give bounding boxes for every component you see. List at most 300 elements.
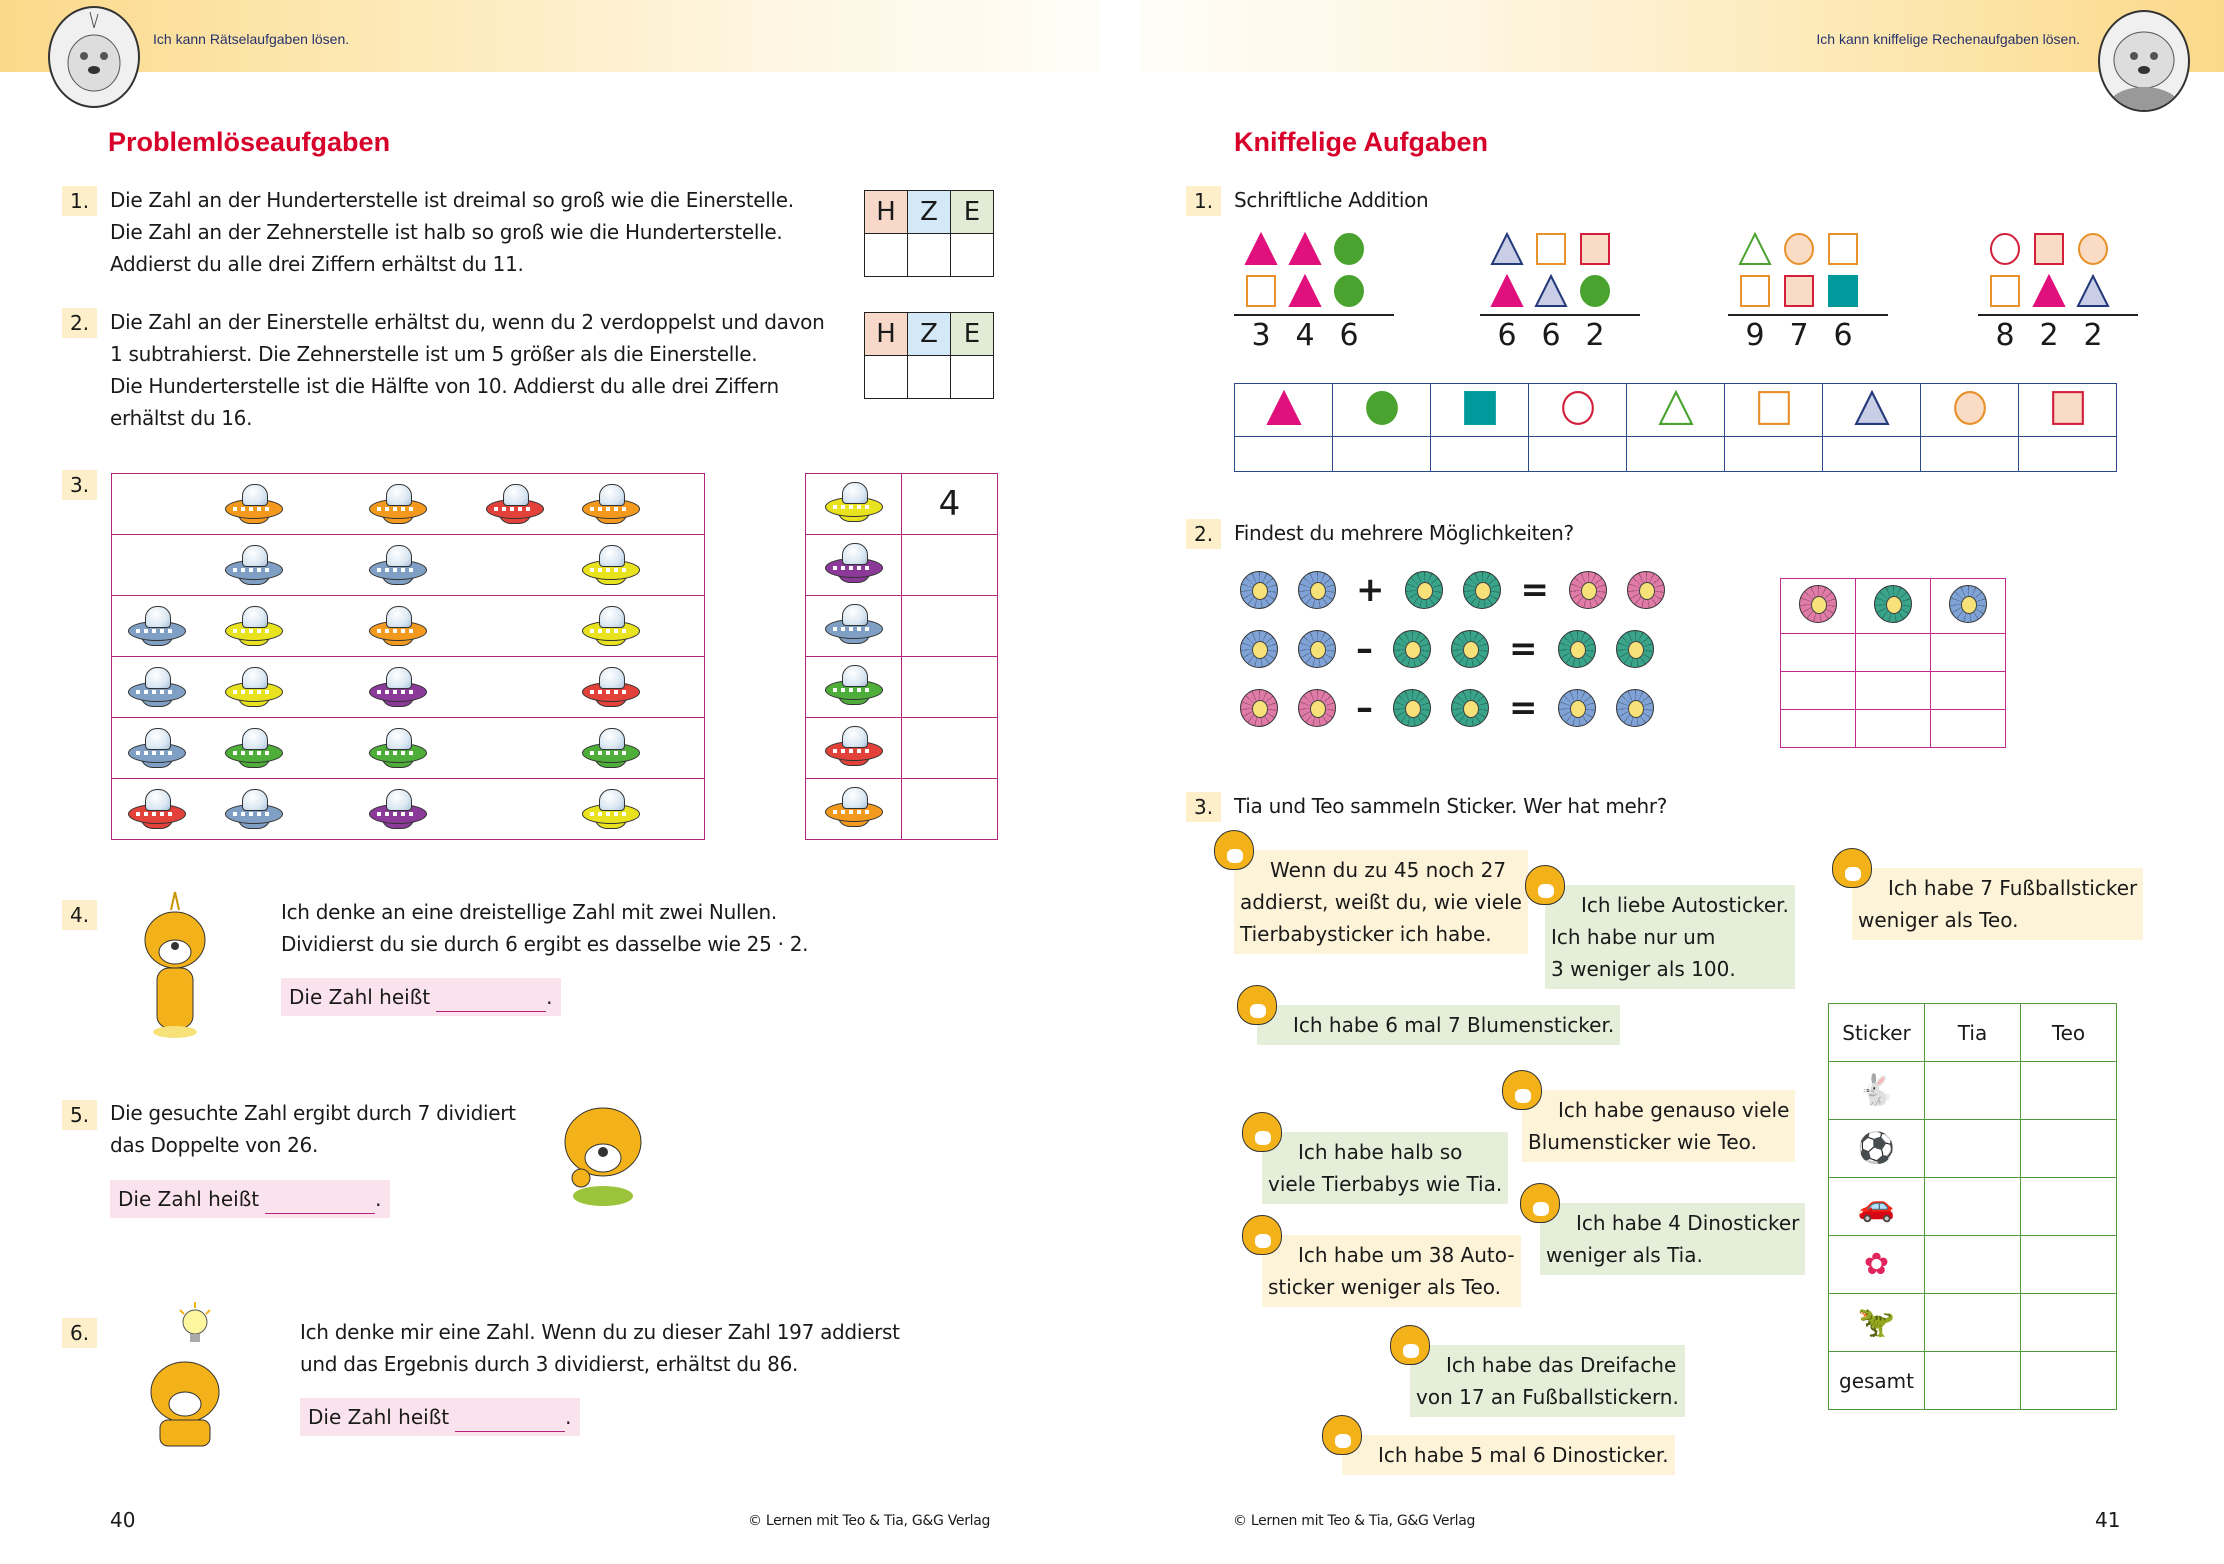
- tia-total-cell[interactable]: [1925, 1352, 2021, 1410]
- flower-teal-icon: [1393, 689, 1431, 727]
- problem-number: 2.: [62, 308, 97, 338]
- sum-digit: 7: [1789, 318, 1809, 353]
- bubble-line: Ich liebe Autosticker.: [1581, 893, 1789, 917]
- flower-header-cell: [1781, 579, 1856, 634]
- answer-period: .: [546, 985, 553, 1009]
- problem-text-line: Die Zahl an der Zehnerstelle ist halb so groß wie die Hunderterstelle.: [110, 220, 783, 244]
- legend-digit-cell[interactable]: [1431, 437, 1529, 472]
- bubble-line: Tierbabysticker ich habe.: [1240, 922, 1492, 946]
- sum-digit: 2: [2083, 318, 2103, 353]
- flower-answer-cell[interactable]: [1856, 672, 1931, 710]
- sum-digit: 6: [1541, 318, 1561, 353]
- flower-teal-icon: [1451, 689, 1489, 727]
- teo-face-icon: [1520, 1183, 1560, 1223]
- sticker-icon-cell: [1829, 1236, 1925, 1294]
- sticker-total-row: [1829, 1352, 2117, 1410]
- circle-green-icon: [1578, 274, 1612, 308]
- answer-blank[interactable]: [265, 1193, 375, 1214]
- teo-count-cell[interactable]: [2021, 1178, 2117, 1236]
- teo-face-icon: [1390, 1325, 1430, 1365]
- bubble-line: Ich habe nur um: [1551, 925, 1716, 949]
- square-orange-outline-icon: [1534, 232, 1568, 266]
- ufo-green-icon: [223, 726, 285, 770]
- ufo-yellow-icon: [580, 604, 642, 648]
- flower-answer-cell[interactable]: [1931, 634, 2006, 672]
- sum-digit: 8: [1995, 318, 2015, 353]
- problem-4-text: [281, 896, 808, 960]
- tia-count-cell[interactable]: [1925, 1120, 2021, 1178]
- legend-digit-row: [1235, 437, 2117, 472]
- ufo-row: [112, 657, 705, 718]
- problem-text-line: Die gesuchte Zahl ergibt durch 7 dividiert: [110, 1101, 516, 1125]
- speech-bubble-tia: [1234, 850, 1528, 954]
- teo-total-cell[interactable]: [2021, 1352, 2117, 1410]
- count-ufo-cell: [806, 718, 902, 779]
- tia-count-cell[interactable]: [1925, 1062, 2021, 1120]
- addend-row: [1490, 232, 1630, 266]
- car-icon: 🚗: [1857, 1189, 1896, 1224]
- problem-label: Findest du mehrere Möglichkeiten?: [1234, 521, 1574, 545]
- tri-lilac-icon: [1854, 390, 1890, 426]
- speech-bubble-teo: [1410, 1345, 1685, 1417]
- circle-green-icon: [1332, 274, 1366, 308]
- flower-teal-icon: [1405, 571, 1443, 609]
- ufo-green-icon: [823, 663, 885, 707]
- flower-header-cell: [1931, 579, 2006, 634]
- sum-line: [1234, 314, 1394, 316]
- flower-equation: [1240, 570, 1665, 610]
- problem-text-line: erhältst du 16.: [110, 406, 253, 430]
- bubble-line: Blumensticker wie Teo.: [1528, 1130, 1757, 1154]
- problem-number: 5.: [62, 1100, 97, 1130]
- square-peach-icon: [2050, 390, 2086, 426]
- flower-blue-icon: [1298, 571, 1336, 609]
- flower-pink-icon: [1298, 689, 1336, 727]
- sum-line: [1728, 314, 1888, 316]
- bubble-line: Ich habe um 38 Auto-: [1298, 1243, 1515, 1267]
- problem-text-line: Ich denke an eine dreistellige Zahl mit zwei Nullen.: [281, 900, 777, 924]
- circle-peach-icon: [1952, 390, 1988, 426]
- square-orange-outline-icon: [1244, 274, 1278, 308]
- ones-answer-cell[interactable]: [951, 356, 994, 399]
- legend-digit-cell[interactable]: [1529, 437, 1627, 472]
- sticker-table: [1828, 1003, 2117, 1410]
- problem-number: 1.: [1186, 186, 1221, 216]
- square-orange-outline-icon: [1826, 232, 1860, 266]
- addition-group: [1244, 232, 1384, 353]
- flower-answer-row: [1781, 710, 2006, 748]
- ufo-row-cell: [112, 718, 705, 779]
- ufo-orange-icon: [367, 604, 429, 648]
- ufo-orange-icon: [223, 482, 285, 526]
- legend-shape-cell: [1627, 384, 1725, 437]
- teo-idea-mascot-icon: [140, 1300, 230, 1454]
- ufo-row-cell: [112, 474, 705, 535]
- circle-red-outline-icon: [1988, 232, 2022, 266]
- speech-bubble-tia: [1342, 1435, 1675, 1475]
- circle-red-outline-icon: [1560, 390, 1596, 426]
- ufo-row-cell: [112, 596, 705, 657]
- square-peach-icon: [1578, 232, 1612, 266]
- problem-text-line: Die Zahl an der Hunderterstelle ist dreimal so groß wie die Einerstelle.: [110, 188, 794, 212]
- count-answer-cell[interactable]: [902, 535, 998, 596]
- sum-digit: 2: [2039, 318, 2059, 353]
- flower-pink-icon: [1627, 571, 1665, 609]
- addition-group: [1490, 232, 1630, 353]
- answer-blank[interactable]: [455, 1411, 565, 1432]
- teo-face-icon: [1242, 1112, 1282, 1152]
- sticker-icon-cell: [1829, 1178, 1925, 1236]
- tia-thinking-mascot-icon: [135, 890, 215, 1044]
- hundreds-header: H: [865, 313, 908, 356]
- page-number-right: 41: [2095, 1508, 2121, 1532]
- speech-bubble-teo: [1540, 1203, 1805, 1275]
- legend-digit-cell[interactable]: [2019, 437, 2117, 472]
- sticker-icon-cell: [1829, 1294, 1925, 1352]
- square-peach-icon: [1782, 274, 1816, 308]
- tia-count-cell[interactable]: [1925, 1236, 2021, 1294]
- sum-digit: 6: [1833, 318, 1853, 353]
- page-number-left: 40: [110, 1508, 136, 1532]
- sum-line: [1978, 314, 2138, 316]
- bubble-line: Ich habe das Dreifache: [1446, 1353, 1677, 1377]
- flower-pink-icon: [1569, 571, 1607, 609]
- ufo-yellow-icon: [223, 604, 285, 648]
- flower-answer-cell[interactable]: [1781, 672, 1856, 710]
- legend-shape-cell: [1235, 384, 1333, 437]
- tri-magenta-icon: [1266, 390, 1302, 426]
- count-row: [806, 535, 998, 596]
- ufo-orange-icon: [823, 785, 885, 829]
- flower-teal-icon: [1451, 630, 1489, 668]
- count-ufo-cell: [806, 657, 902, 718]
- speech-bubble-teo: [1545, 885, 1795, 989]
- flower-teal-icon: [1874, 585, 1912, 623]
- count-answer-cell[interactable]: [902, 718, 998, 779]
- count-answer-cell[interactable]: [902, 596, 998, 657]
- ones-answer-cell[interactable]: [951, 234, 994, 277]
- addition-group: [1988, 232, 2128, 353]
- tens-answer-cell[interactable]: [908, 234, 951, 277]
- tia-face-icon: [1502, 1070, 1542, 1110]
- sum-digit: 2: [1585, 318, 1605, 353]
- teo-count-cell[interactable]: [2021, 1062, 2117, 1120]
- addend-row: [1988, 274, 2128, 308]
- count-answer-cell[interactable]: [902, 657, 998, 718]
- hundreds-answer-cell[interactable]: [865, 356, 908, 399]
- square-teal-icon: [1826, 274, 1860, 308]
- answer-period: .: [565, 1405, 572, 1429]
- sticker-row: [1829, 1178, 2117, 1236]
- flower-answer-table: [1780, 578, 2006, 748]
- speech-bubble-tia: [1522, 1090, 1795, 1162]
- flower-blue-icon: [1949, 585, 1987, 623]
- problem-text-line: Die Hunderterstelle ist die Hälfte von 10. Addierst du alle drei Ziffern: [110, 374, 779, 398]
- square-orange-outline-icon: [1756, 390, 1792, 426]
- problem-text-line: das Doppelte von 26.: [110, 1133, 319, 1157]
- problem-number: 1.: [62, 186, 97, 216]
- speech-bubble-tia: [1262, 1235, 1521, 1307]
- tia-face-icon: [1322, 1415, 1362, 1455]
- legend-digit-cell[interactable]: [1627, 437, 1725, 472]
- legend-digit-cell[interactable]: [1235, 437, 1333, 472]
- flower-teal-icon: [1393, 630, 1431, 668]
- flower-teal-icon: [1558, 630, 1596, 668]
- ufo-blue-icon: [126, 726, 188, 770]
- ufo-red-icon: [126, 787, 188, 831]
- problem-number: 4.: [62, 900, 97, 930]
- ufo-row-cell: [112, 657, 705, 718]
- ufo-yellow-icon: [580, 787, 642, 831]
- place-value-table-1: [864, 190, 994, 277]
- copyright-left: © Lernen mit Teo & Tia, G&G Verlag: [748, 1513, 991, 1529]
- flower-answer-cell[interactable]: [1931, 710, 2006, 748]
- count-row: [806, 596, 998, 657]
- legend-digit-cell[interactable]: [1725, 437, 1823, 472]
- sticker-header-1: Tia: [1925, 1004, 2021, 1062]
- circle-peach-icon: [1782, 232, 1816, 266]
- flower-teal-icon: [1616, 630, 1654, 668]
- flower-pink-icon: [1240, 689, 1278, 727]
- teo-mascot-header-icon: [48, 6, 140, 108]
- ufo-row: [112, 474, 705, 535]
- tri-magenta-icon: [2032, 274, 2066, 308]
- square-orange-outline-icon: [1738, 274, 1772, 308]
- flower-answer-cell[interactable]: [1781, 634, 1856, 672]
- sticker-header-2: Teo: [2021, 1004, 2117, 1062]
- count-row: [806, 657, 998, 718]
- flower-answer-cell[interactable]: [1931, 672, 2006, 710]
- sticker-row: [1829, 1120, 2117, 1178]
- count-row: [806, 718, 998, 779]
- problem-2-text: [110, 306, 825, 434]
- total-label: gesamt: [1829, 1352, 1925, 1410]
- dinosaur-icon: 🦖: [1857, 1305, 1896, 1340]
- tri-magenta-icon: [1288, 274, 1322, 308]
- tens-answer-cell[interactable]: [908, 356, 951, 399]
- sum-digits: [1490, 318, 1630, 353]
- problem-1-text: [110, 184, 794, 280]
- problem-6-text: [300, 1316, 900, 1380]
- flower-answer-row: [1781, 672, 2006, 710]
- tri-lilac-icon: [2076, 274, 2110, 308]
- ones-header: E: [951, 191, 994, 234]
- problem-text-line: Ich denke mir eine Zahl. Wenn du zu dieser Zahl 197 addierst: [300, 1320, 900, 1344]
- count-row: [806, 474, 998, 535]
- bunny-icon: 🐇: [1857, 1073, 1896, 1108]
- ufo-blue-icon: [126, 604, 188, 648]
- operator: –: [1356, 629, 1373, 669]
- ufo-row: [112, 779, 705, 840]
- ufo-blue-icon: [126, 665, 188, 709]
- legend-shape-cell: [1333, 384, 1431, 437]
- flower-teal-icon: [1463, 571, 1501, 609]
- problem-text-line: Addierst du alle drei Ziffern erhältst du 11.: [110, 252, 524, 276]
- tia-face-icon: [1832, 848, 1872, 888]
- flower-answer-cell[interactable]: [1856, 634, 1931, 672]
- bubble-line: Ich habe halb so: [1298, 1140, 1463, 1164]
- copyright-right: © Lernen mit Teo & Tia, G&G Verlag: [1233, 1513, 1476, 1529]
- circle-green-icon: [1364, 390, 1400, 426]
- bubble-line: weniger als Tia.: [1546, 1243, 1703, 1267]
- sticker-header-row: [1829, 1004, 2117, 1062]
- tens-header: Z: [908, 191, 951, 234]
- bubble-line: addierst, weißt du, wie viele: [1240, 890, 1522, 914]
- flower-blue-icon: [1558, 689, 1596, 727]
- flower-blue-icon: [1616, 689, 1654, 727]
- flower-pink-icon: [1799, 585, 1837, 623]
- flower-header-row: [1781, 579, 2006, 634]
- bubble-line: Ich habe 4 Dinosticker: [1576, 1211, 1800, 1235]
- addition-group: [1738, 232, 1878, 353]
- bubble-line: Ich habe 7 Fußballsticker: [1888, 876, 2138, 900]
- teo-count-cell[interactable]: [2021, 1236, 2117, 1294]
- square-orange-outline-icon: [1988, 274, 2022, 308]
- bubble-line: Wenn du zu 45 noch 27: [1270, 858, 1507, 882]
- sticker-row: [1829, 1062, 2117, 1120]
- ufo-row-cell: [112, 779, 705, 840]
- ufo-row: [112, 535, 705, 596]
- equals-sign: =: [1509, 688, 1538, 728]
- ufo-grid-table: [111, 473, 705, 840]
- count-ufo-cell: [806, 474, 902, 535]
- speech-bubble-teo: [1262, 1132, 1508, 1204]
- teo-count-cell[interactable]: [2021, 1294, 2117, 1352]
- answer-blank[interactable]: [436, 991, 546, 1012]
- hundreds-answer-cell[interactable]: [865, 234, 908, 277]
- speech-bubble-tia: [1852, 868, 2143, 940]
- bubble-line: von 17 an Fußballstickern.: [1416, 1385, 1679, 1409]
- equals-sign: =: [1520, 570, 1549, 610]
- legend-shape-cell: [1823, 384, 1921, 437]
- tri-green-outline-icon: [1738, 232, 1772, 266]
- left-page-title: Problemlöseaufgaben: [108, 127, 391, 157]
- tia-count-cell[interactable]: [1925, 1178, 2021, 1236]
- teo-face-icon: [1237, 985, 1277, 1025]
- sticker-icon-cell: [1829, 1062, 1925, 1120]
- ufo-blue-icon: [823, 602, 885, 646]
- count-answer-cell[interactable]: [902, 779, 998, 840]
- bubble-line: viele Tierbabys wie Tia.: [1268, 1172, 1503, 1196]
- flower-blue-icon: [1298, 630, 1336, 668]
- problem-label: Tia und Teo sammeln Sticker. Wer hat mehr?: [1234, 794, 1668, 818]
- tri-magenta-icon: [1490, 274, 1524, 308]
- tri-magenta-icon: [1244, 232, 1278, 266]
- sticker-icon-cell: [1829, 1120, 1925, 1178]
- flower-equation: [1240, 629, 1654, 669]
- equals-sign: =: [1509, 629, 1538, 669]
- ufo-blue-icon: [223, 787, 285, 831]
- tia-face-icon: [1242, 1215, 1282, 1255]
- flower-icon: ✿: [1863, 1247, 1890, 1282]
- operator: +: [1356, 570, 1385, 610]
- ufo-red-icon: [823, 724, 885, 768]
- legend-shape-cell: [1431, 384, 1529, 437]
- ufo-purple-icon: [367, 787, 429, 831]
- circle-peach-icon: [2076, 232, 2110, 266]
- sum-digit: 4: [1295, 318, 1315, 353]
- ufo-orange-icon: [367, 482, 429, 526]
- count-ufo-cell: [806, 535, 902, 596]
- problem-number: 6.: [62, 1318, 97, 1348]
- legend-shape-cell: [1725, 384, 1823, 437]
- bubble-line: 3 weniger als 100.: [1551, 957, 1736, 981]
- sticker-header-0: Sticker: [1829, 1004, 1925, 1062]
- ufo-green-icon: [580, 726, 642, 770]
- addend-row: [1988, 232, 2128, 266]
- answer-label: Die Zahl heißt: [289, 985, 431, 1009]
- addend-row: [1490, 274, 1630, 308]
- operator: –: [1356, 688, 1373, 728]
- legend-shape-cell: [1529, 384, 1627, 437]
- addend-row: [1244, 274, 1384, 308]
- problem-text-line: Dividierst du sie durch 6 ergibt es dasselbe wie 25 · 2.: [281, 932, 809, 956]
- speech-bubble-teo: [1257, 1005, 1620, 1045]
- hundreds-header: H: [865, 191, 908, 234]
- addend-row: [1738, 232, 1878, 266]
- ufo-orange-icon: [580, 482, 642, 526]
- place-value-table-2: [864, 312, 994, 399]
- tia-count-cell[interactable]: [1925, 1294, 2021, 1352]
- teo-count-cell[interactable]: [2021, 1120, 2117, 1178]
- count-ufo-cell: [806, 779, 902, 840]
- flower-answer-cell[interactable]: [1781, 710, 1856, 748]
- addend-row: [1738, 274, 1878, 308]
- legend-digit-cell[interactable]: [1823, 437, 1921, 472]
- tri-green-outline-icon: [1658, 390, 1694, 426]
- answer-box-5: [110, 1180, 390, 1218]
- ufo-purple-icon: [823, 541, 885, 585]
- legend-shape-row: [1235, 384, 2117, 437]
- flower-equation: [1240, 688, 1654, 728]
- ufo-count-table: [805, 473, 998, 840]
- sum-digits: [1244, 318, 1384, 353]
- ones-header: E: [951, 313, 994, 356]
- ufo-blue-icon: [223, 543, 285, 587]
- ufo-yellow-icon: [580, 543, 642, 587]
- legend-digit-cell[interactable]: [1333, 437, 1431, 472]
- problem-number: 3.: [62, 470, 97, 500]
- answer-label: Die Zahl heißt: [308, 1405, 450, 1429]
- flower-answer-cell[interactable]: [1856, 710, 1931, 748]
- bubble-line: sticker weniger als Teo.: [1268, 1275, 1501, 1299]
- sticker-row: [1829, 1236, 2117, 1294]
- circle-green-icon: [1332, 232, 1366, 266]
- problem-number: 2.: [1186, 519, 1221, 549]
- sum-digits: [1738, 318, 1878, 353]
- tri-lilac-icon: [1490, 232, 1524, 266]
- legend-shape-cell: [2019, 384, 2117, 437]
- sticker-row: [1829, 1294, 2117, 1352]
- sum-line: [1480, 314, 1640, 316]
- ufo-row-cell: [112, 535, 705, 596]
- ufo-row: [112, 718, 705, 779]
- count-answer-cell[interactable]: 4: [902, 474, 998, 535]
- flower-blue-icon: [1240, 630, 1278, 668]
- legend-shape-cell: [1921, 384, 2019, 437]
- ufo-yellow-icon: [823, 480, 885, 524]
- legend-digit-cell[interactable]: [1921, 437, 2019, 472]
- bubble-line: Ich habe genauso viele: [1558, 1098, 1790, 1122]
- count-ufo-cell: [806, 596, 902, 657]
- soccer-ball-icon: ⚽: [1857, 1131, 1896, 1166]
- problem-text-line: und das Ergebnis durch 3 dividierst, erhältst du 86.: [300, 1352, 799, 1376]
- square-teal-icon: [1462, 390, 1498, 426]
- bubble-line: Ich habe 5 mal 6 Dinosticker.: [1378, 1443, 1669, 1467]
- answer-period: .: [375, 1187, 382, 1211]
- tia-face-icon: [1214, 830, 1254, 870]
- bubble-line: weniger als Teo.: [1858, 908, 2019, 932]
